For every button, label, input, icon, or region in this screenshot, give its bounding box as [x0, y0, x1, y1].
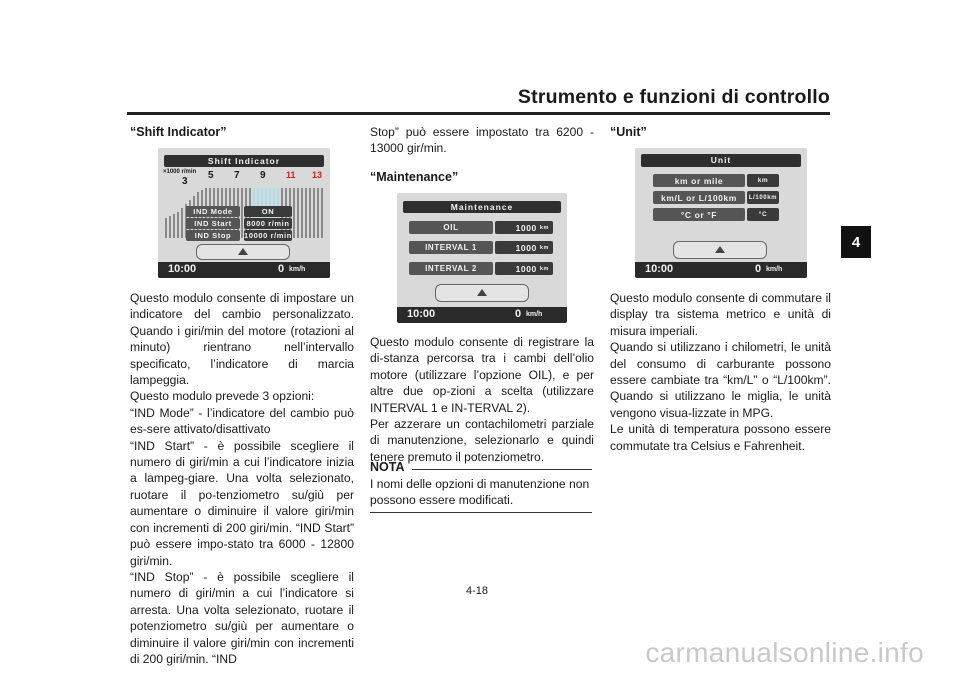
paragraph: Questo modulo consente di commutare il display tra sistema metrico e unità di misura imperiali.: [610, 291, 831, 338]
fuel-unit-label: km/L or L/100km: [653, 191, 745, 204]
lcd-title: Unit: [641, 154, 801, 167]
rpm-tick-9: 9: [260, 170, 266, 181]
clock-readout: 10:00: [645, 263, 674, 275]
rpm-tick-3: 3: [182, 176, 188, 187]
clock-readout: 10:00: [168, 263, 197, 275]
paragraph: Per azzerare un contachilometri parziale di manutenzione, selezionarlo e quindi tenere premuto il potenziometro.: [370, 417, 594, 464]
rpm-tick-5: 5: [208, 170, 214, 181]
paragraph: “IND Start” - è possibile scegliere il numero di giri/min a cui l’indicatore inizia a lampeg-giare. Una volta selezionato, ruotare il po-tenziometro su/giù per aumentare o diminuire il valore giri/min con incrementi di 200 giri/min. “IND Start” può essere impo-stato tra 6000 - 12800 giri/min.: [130, 438, 354, 568]
paragraph: Quando si utilizzano i chilometri, le unità del consumo di carburante possono essere cambiate tra “km/L” o “L/100km”. Quando si utilizzano le miglia, le unità vengono visua-lizzate in MPG.: [610, 340, 831, 420]
paragraph: Questo modulo consente di impostare un indicatore del cambio personalizzato. Quando i giri/min del motore (rotazioni al minuto) rientrano nell’intervallo specificato, l’indicatore di marcia lampeggia.: [130, 291, 354, 388]
rpm-scale-unit: ×1000 r/min: [163, 169, 197, 175]
ind-mode-value: ON: [244, 206, 292, 217]
col1-body: [130, 290, 354, 667]
up-arrow-icon: [715, 246, 725, 253]
lcd-title: Shift Indicator: [164, 155, 324, 167]
lcd-footer: [397, 307, 567, 323]
interval1-distance: 1000: [515, 242, 537, 253]
col2-intro: Stop” può essere impostato tra 6200 - 13000 gir/min.: [370, 125, 594, 156]
up-arrow-icon: [477, 289, 487, 296]
interval1-label: INTERVAL 1: [409, 241, 493, 254]
nota-rule-top: [412, 469, 592, 470]
speed-unit: km/h: [289, 266, 306, 273]
interval2-unit: km: [539, 265, 549, 272]
speed-unit: km/h: [526, 311, 543, 318]
ind-mode-label: IND Mode: [186, 206, 240, 217]
paragraph: Questo modulo consente di registrare la di-stanza percorsa tra i cambi dell’olio motore (utilizzare l’opzione OIL), e per altre due op-zioni a scelta (utilizzare INTERVAL 1 e IN-TERVAL 2).: [370, 335, 594, 415]
distance-unit-label: km or mile: [653, 174, 745, 187]
speed-readout: 0: [755, 263, 762, 275]
arrow-selector-box: [196, 244, 290, 260]
interval1-unit: km: [539, 244, 549, 251]
paragraph: Le unità di temperatura possono essere commutate tra Celsius e Fahrenheit.: [610, 422, 831, 453]
speed-readout: 0: [515, 308, 522, 320]
temperature-unit-label: °C or °F: [653, 208, 745, 221]
unit-display: [635, 148, 807, 278]
arrow-selector-box: [435, 284, 529, 302]
interval2-label: INTERVAL 2: [409, 262, 493, 275]
paragraph: Questo modulo prevede 3 opzioni:: [130, 389, 315, 404]
rpm-tick-11: 11: [286, 170, 296, 180]
fuel-unit-value: L/100km: [747, 191, 779, 204]
distance-unit-value: km: [747, 174, 779, 187]
ind-start-value: 8000 r/min: [244, 218, 292, 229]
oil-distance: 1000: [515, 222, 537, 233]
temperature-unit-value: °C: [747, 208, 779, 221]
col3-body: [610, 290, 831, 454]
section-heading-unit: “Unit”: [610, 125, 647, 139]
rpm-tick-13: 13: [312, 170, 323, 180]
oil-unit: km: [539, 224, 549, 231]
ind-stop-value: 10000 r/min: [244, 231, 292, 240]
chapter-tab: 4: [841, 226, 871, 258]
up-arrow-icon: [238, 248, 248, 255]
interval2-value: [495, 262, 553, 275]
page-number: 4-18: [466, 585, 489, 597]
section-heading-shift-indicator: “Shift Indicator”: [130, 125, 227, 139]
shift-indicator-display: [158, 148, 330, 278]
speed-readout: 0: [278, 263, 285, 275]
maintenance-display: [397, 193, 567, 323]
speed-unit: km/h: [766, 266, 783, 273]
lcd-footer: [635, 262, 807, 278]
ind-start-label: IND Start: [186, 218, 240, 229]
paragraph: “IND Mode” - l’indicatore del cambio può es-sere attivato/disattivato: [130, 405, 354, 437]
oil-label: OIL: [409, 221, 493, 234]
nota-rule-bottom: [370, 512, 592, 513]
oil-value: [495, 221, 553, 234]
interval2-distance: 1000: [515, 263, 537, 274]
ind-stop-label: IND Stop: [186, 230, 240, 241]
header-rule: [127, 112, 830, 115]
col2-body: [370, 334, 594, 465]
nota-label: NOTA: [370, 460, 405, 474]
page-header-title: Strumento e funzioni di controllo: [517, 86, 830, 108]
lcd-footer: [158, 262, 330, 278]
paragraph: “IND Stop” - è possibile scegliere il numero di giri/min a cui l’indicatore si arresta. Una volta selezionato, ruotare il potenziometro su/giù per aumentare o diminuire il valore giri/min con incrementi di 200 giri/min. “IND: [130, 569, 354, 666]
clock-readout: 10:00: [407, 308, 436, 320]
interval1-value: [495, 241, 553, 254]
rpm-tick-7: 7: [234, 170, 240, 181]
arrow-selector-box: [673, 241, 767, 259]
section-heading-maintenance: “Maintenance”: [370, 170, 459, 184]
watermark: carmanualsonline.info: [645, 637, 924, 668]
lcd-title: Maintenance: [403, 201, 561, 213]
nota-text: I nomi delle opzioni di manutenzione non possono essere modificati.: [370, 477, 590, 508]
